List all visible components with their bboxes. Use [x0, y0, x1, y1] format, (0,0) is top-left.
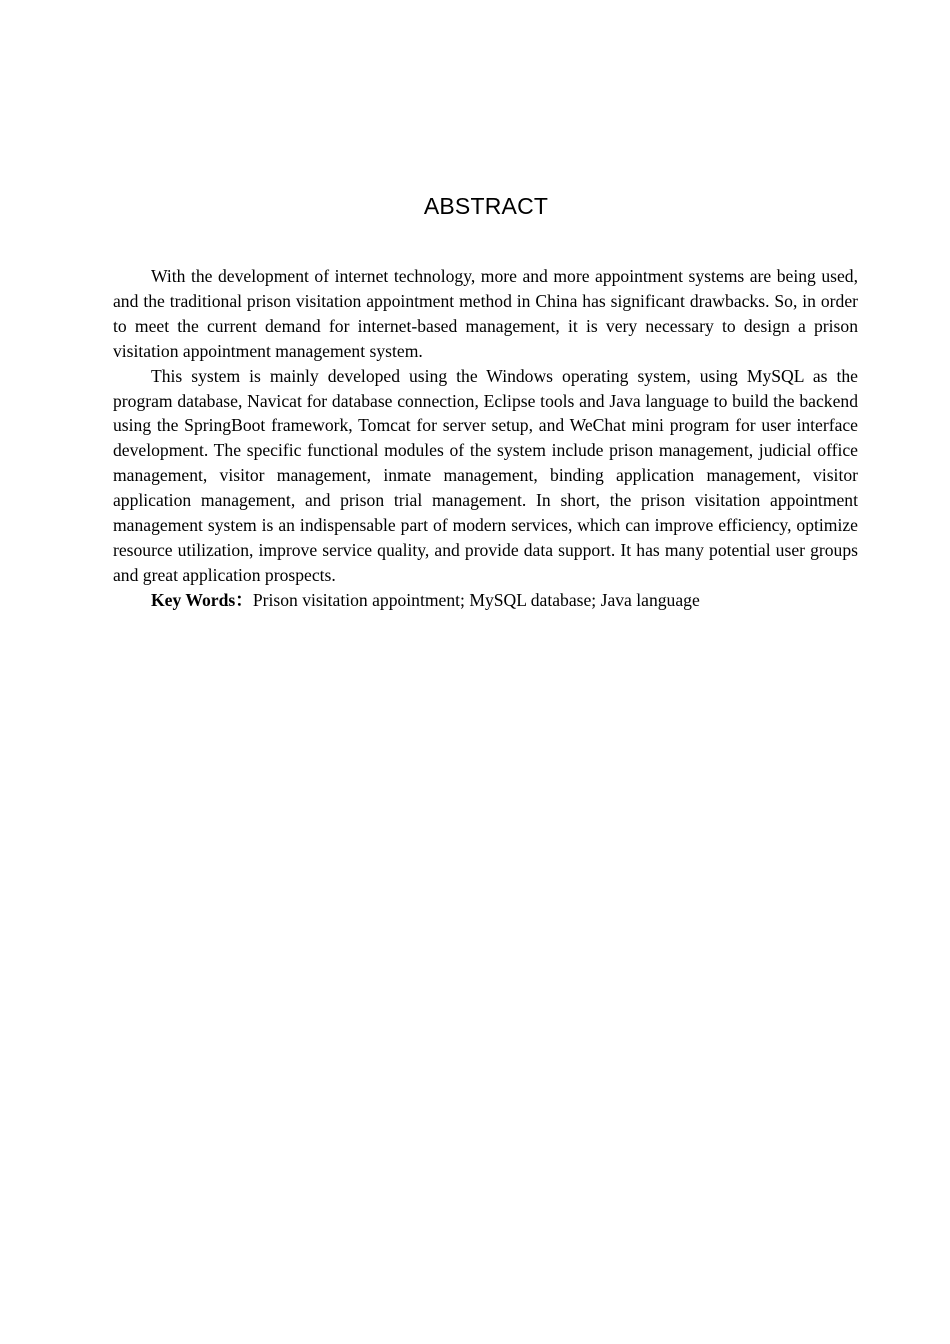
keywords-text: Prison visitation appointment; MySQL database; Java language [252, 589, 700, 610]
abstract-paragraph-2: This system is mainly developed using the Windows operating system, using MySQL as the program database, Navicat for database connection, Eclipse tools and Java language to build the backend using the SpringBoot framework, Tomcat for server setup, and WeChat mini program for user interface development. The specific functional modules of the system include prison management, judicial office management, visitor management, inmate management, binding application management, visitor application management, and prison trial management. In short, the prison visitation appointment management system is an indispensable part of modern services, which can improve efficiency, optimize resource utilization, improve service quality, and provide data support. It has many potential user groups and great application prospects. [113, 365, 858, 585]
abstract-body [113, 264, 858, 613]
keywords-label: Key Words： [151, 589, 253, 610]
keywords-line [113, 588, 858, 613]
abstract-title: ABSTRACT [423, 193, 549, 219]
abstract-paragraph-1: With the development of internet technology, more and more appointment systems are being used, and the traditional prison visitation appointment method in China has significant drawbacks. So, in order to meet the current demand for internet-based management, it is very necessary to design a prison visitation appointment management system. [113, 266, 858, 361]
